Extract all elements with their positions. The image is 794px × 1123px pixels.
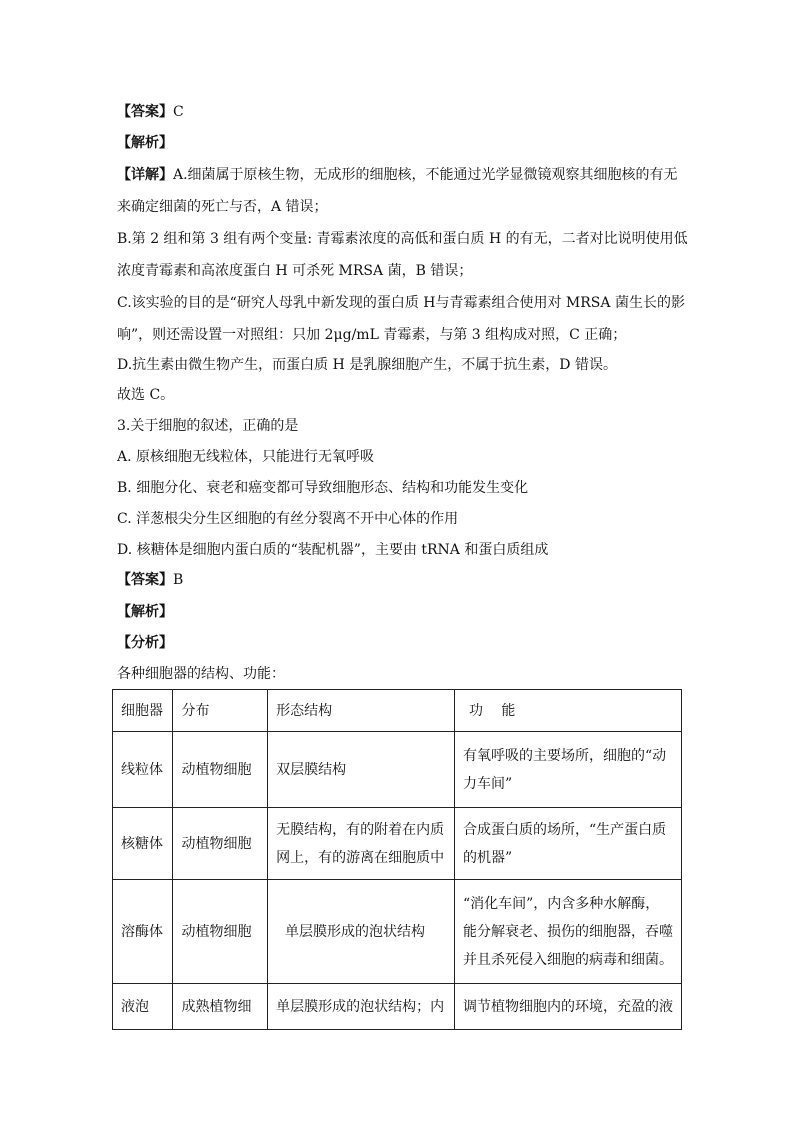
detail-line-2: 来确定细菌的死亡与否，A 错误； [117,199,328,215]
table-cell: 合成蛋白质的场所，“生产蛋白质的机器” [454,808,681,880]
question-stem: 3.关于细胞的叙述，正确的是 [117,418,299,434]
table-cell: 动植物细胞 [173,880,268,984]
table-cell: 溶酶体 [113,880,173,984]
table-cell: 动植物细胞 [173,732,268,808]
answer-line-2 [117,570,183,590]
table-row [113,732,682,808]
table-cell: 无膜结构，有的附着在内质网上，有的游离在细胞质中 [268,808,455,880]
table-row [113,808,682,880]
table-cell: 液泡 [113,984,173,1030]
option-a: A. 原核细胞无线粒体，只能进行无氧呼吸 [117,449,375,465]
detail-line-7: D.抗生素由微生物产生，而蛋白质 H 是乳腺细胞产生，不属于抗生素，D 错误。 [117,357,617,373]
answer-value: C [173,104,184,120]
detail-line-3: B.第 2 组和第 3 组有两个变量: 青霉素浓度的高低和蛋白质 H 的有无，二者对比说明使用低 [117,231,688,247]
analysis-label-2: 【解析】 [117,604,173,620]
answer-value-2: B [173,572,184,588]
fenxi-label: 【分析】 [117,635,173,651]
table-cell: 单层膜形成的泡状结构；内 [268,984,455,1030]
detail-line-4: 浓度青霉素和高浓度蛋白 H 可杀死 MRSA 菌，B 错误； [117,263,473,279]
header-cell: 分布 [173,690,268,732]
table-cell: 调节植物细胞内的环境，充盈的液 [454,984,681,1030]
table-cell: 动植物细胞 [173,808,268,880]
answer-line-1 [117,102,184,122]
table-cell: 线粒体 [113,732,173,808]
header-cell: 细胞器 [113,690,173,732]
table-cell: 双层膜结构 [268,732,455,808]
table-cell: 核糖体 [113,808,173,880]
option-d: D. 核糖体是细胞内蛋白质的“装配机器”，主要由 tRNA 和蛋白质组成 [117,542,549,558]
conclusion-line: 故选 C。 [117,387,175,403]
header-cell: 功 能 [454,690,681,732]
table-header-row [113,690,682,732]
detail-label: 【详解】 [117,167,173,183]
table-intro: 各种细胞器的结构、功能： [117,666,285,682]
table-cell: 成熟植物细 [173,984,268,1030]
organelle-table [112,689,682,1030]
header-cell: 形态结构 [268,690,455,732]
table-cell: 有氧呼吸的主要场所，细胞的“动力车间” [454,732,681,808]
table-row [113,880,682,984]
detail-line-6: 响”，则还需设置一对照组：只加 2μg/mL 青霉素，与第 3 组构成对照，C 正确； [117,327,627,343]
detail-line-1 [117,165,678,185]
table-cell: “消化车间”，内含多种水解酶，能分解衰老、损伤的细胞器，吞噬并且杀死侵入细胞的病毒和细菌。 [454,880,681,984]
option-c: C. 洋葱根尖分生区细胞的有丝分裂离不开中心体的作用 [117,511,459,527]
detail-text: A.细菌属于原核生物，无成形的细胞核，不能通过光学显微镜观察其细胞核的有无 [173,167,678,183]
answer-label: 【答案】 [117,104,173,120]
table-cell: 单层膜形成的泡状结构 [268,880,455,984]
detail-line-5: C.该实验的目的是“研究人母乳中新发现的蛋白质 H与青霉素组合使用对 MRSA 菌生长的影 [117,295,685,311]
table-row [113,984,682,1030]
answer-label-2: 【答案】 [117,572,173,588]
option-b: B. 细胞分化、衰老和癌变都可导致细胞形态、结构和功能发生变化 [117,480,529,496]
analysis-label: 【解析】 [117,135,173,151]
